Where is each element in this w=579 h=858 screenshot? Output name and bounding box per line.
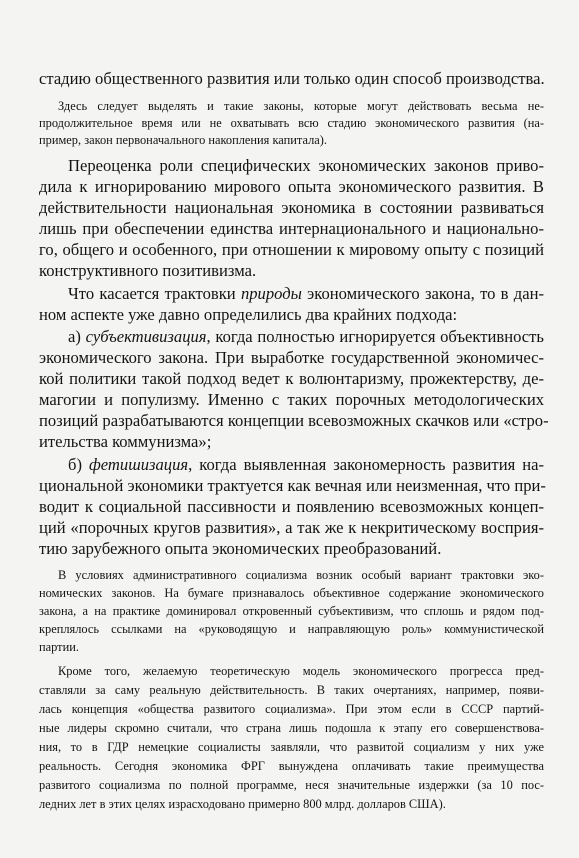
text-line: Переоценка роли специфических экономических законов приво-	[68, 156, 544, 175]
text-line: ставляли за саму реальную действительность. В таких очертаниях, например, появи-	[39, 683, 544, 697]
text-line: го, общего и особенного, при отношении к мировому опыту с позиций	[39, 240, 544, 259]
text-line: ительства коммунизма»;	[39, 432, 212, 451]
text-line: ные лидеры скромно считали, что страна лишь подошла к этапу его совершенствова-	[39, 721, 544, 735]
text-line: развитого социализма по полной программе, неся значительные издержки (за 10 пос-	[39, 778, 544, 792]
text-line: ния, то в ГДР немецкие социалисты заявляли, что развитой социализм у них уже	[39, 740, 544, 754]
text-line: закона, а на практике доминировал откровенный субъективизм, что сплошь и рядом под-	[39, 604, 544, 618]
text-line: Здесь следует выделять и такие законы, которые могут действовать весьма не-	[58, 99, 544, 113]
text-line: номических законов. На бумаге признавалось объективное содержание экономического	[39, 586, 544, 600]
text-line: Кроме того, желаемую теоретическую модель экономического прогресса пред-	[58, 664, 544, 678]
text-line: б) фетишизация, когда выявленная закономерность развития на-	[68, 455, 544, 474]
text-line: лишь при обеспечении единства интернационального и национально-	[39, 219, 544, 238]
italic-term: фетишизация	[89, 455, 189, 474]
text-line: ном аспекте уже давно определились два крайних подхода:	[39, 305, 458, 324]
text-line: креплялось ссылками на «руководящую и направляющую роль» коммунистической	[39, 622, 544, 636]
text-line: партии.	[39, 640, 79, 654]
text-line: позиций разрабатываются концепции всевозможных скачков или «стро-	[39, 411, 549, 430]
text-line: продолжительное время или не охватывать всю стадию экономического развития (на-	[39, 116, 544, 130]
text-line: лась концепция «общества развитого социализма». При этом если в СССР партий-	[39, 702, 544, 716]
text-line: В условиях административного социализма возник особый вариант трактовки эко-	[58, 568, 544, 582]
text-line: экономического закона. При выработке государственной экономичес-	[39, 348, 544, 367]
text-line: тию зарубежного опыта экономических преобразований.	[39, 539, 442, 558]
text-line: реальность. Сегодня экономика ФРГ вынуждена оплачивать такие преимущества	[39, 759, 544, 773]
italic-term: субъективизация	[85, 327, 207, 346]
text-line: ледних лет в этих целях израсходовано примерно 800 млрд. долларов США).	[39, 797, 446, 811]
text-line: циональной экономики трактуется как вечная или неизменная, что при-	[39, 476, 546, 495]
text-line: конструктивного позитивизма.	[39, 261, 257, 280]
text-line: пример, закон первоначального накопления капитала).	[39, 133, 327, 147]
text-line: ций «порочных кругов развития», а так же к некритическому восприя-	[39, 518, 544, 537]
text-line: водит к социальной пассивности и появлению всевозможных концеп-	[39, 497, 544, 516]
text-line: Что касается трактовки природы экономического закона, то в дан-	[68, 284, 544, 303]
text-line: а) субъективизация, когда полностью игнорируется объективность	[68, 327, 544, 346]
text-line: магогии и популизму. Именно с таких порочных методологических	[39, 390, 544, 409]
text-line: дила к игнорированию мирового опыта экономического развития. В	[39, 177, 544, 196]
text-line: кой политики такой подход ведет к волюнтаризму, прожектерству, де-	[39, 369, 544, 388]
text-line: действительности национальная экономика в состоянии развиваться	[39, 198, 544, 217]
italic-term: природы	[240, 284, 302, 303]
text-line: стадию общественного развития или только один способ производства.	[39, 69, 545, 88]
